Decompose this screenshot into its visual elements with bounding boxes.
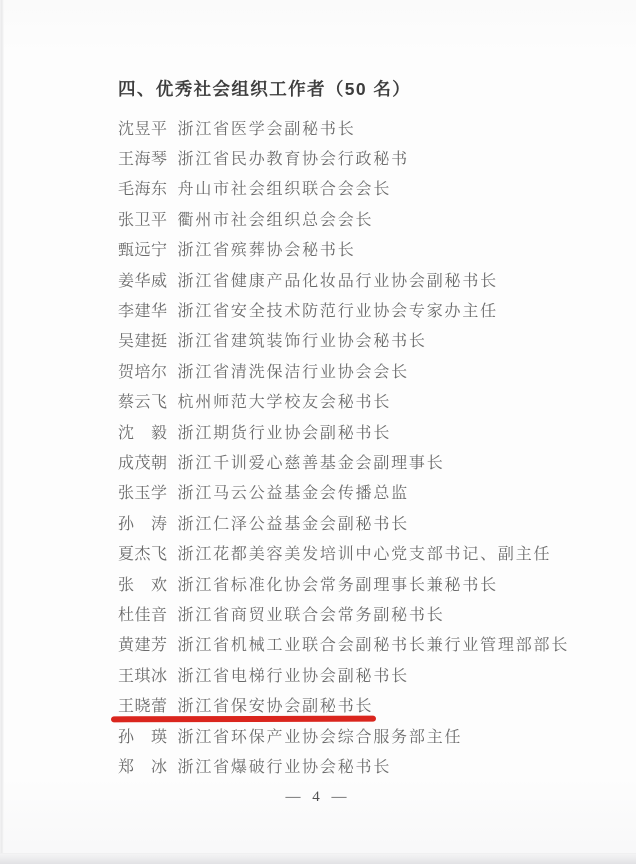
awardee-title: 衢州市社会组织总会会长 [177,211,374,229]
awardee-title: 舟山市社会组织联合会会长 [177,181,392,199]
list-item [118,234,628,264]
awardee-name: 张卫平 [118,211,168,229]
awardee-title: 浙江省殡葬协会秘书长 [177,242,356,260]
list-item [118,537,628,567]
list-item [118,173,628,203]
awardee-title: 浙江花都美容美发培训中心党支部书记、副主任 [177,546,552,564]
list-item [118,568,628,598]
list-item [118,112,628,142]
page-number: — 4 — [285,789,351,805]
list-item [118,294,628,324]
awardee-title: 浙江省机械工业联合会副秘书长兼行业管理部部长 [177,637,570,655]
awardee-title: 浙江省健康产品化妆品行业协会副秘书长 [177,272,498,290]
awardee-title: 浙江省建筑装饰行业协会秘书长 [177,333,427,351]
awardee-name: 王琪冰 [118,667,168,685]
awardee-name: 孙 涛 [118,515,168,533]
list-item [118,203,628,233]
page-bottom-edge [0,853,636,864]
awardee-title: 浙江省标准化协会常务副理事长兼秘书长 [177,576,498,594]
list-item [118,750,628,780]
awardee-name: 李建华 [118,303,168,321]
page-content [118,77,628,781]
awardee-name: 毛海东 [118,181,168,199]
list-item [118,629,628,659]
awardee-name: 成茂朝 [118,454,168,472]
list-item [118,416,628,446]
awardee-name: 郑 冰 [118,758,168,776]
list-item [118,477,628,507]
awardee-title: 浙江省民办教育协会行政秘书 [177,151,409,169]
list-item [118,659,628,689]
list-item-highlighted [118,689,628,719]
awardee-name: 杜佳音 [118,606,168,624]
awardee-name: 王海琴 [118,151,168,169]
awardee-title: 浙江省商贸业联合会常务副秘书长 [177,606,445,624]
awardee-list [118,112,628,781]
awardee-title: 浙江省安全技术防范行业协会专家办主任 [177,303,498,321]
list-item [118,264,628,294]
list-item [118,325,628,355]
awardee-name: 夏杰飞 [118,546,168,564]
awardee-title: 浙江省环保产业协会综合服务部主任 [177,728,463,746]
awardee-name: 沈昱平 [118,120,168,138]
awardee-name: 蔡云飞 [118,394,168,412]
awardee-name: 姜华威 [118,272,168,290]
awardee-name: 贺培尔 [118,363,168,381]
list-item [118,598,628,628]
awardee-name: 王晓蕾 [118,698,168,716]
awardee-name: 吴建挺 [118,333,168,351]
list-item [118,446,628,476]
awardee-title: 浙江省爆破行业协会秘书长 [177,758,392,776]
awardee-name: 孙 瑛 [118,728,168,746]
awardee-title: 浙江千训爱心慈善基金会副理事长 [177,454,445,472]
awardee-title: 浙江马云公益基金会传播总监 [177,485,409,503]
red-underline-mark [111,716,376,723]
awardee-name: 黄建芳 [118,637,168,655]
list-item [118,507,628,537]
awardee-title: 杭州师范大学校友会秘书长 [177,394,392,412]
awardee-name: 张 欢 [118,576,168,594]
awardee-title: 浙江省清洗保洁行业协会会长 [177,363,409,381]
list-item [118,386,628,416]
awardee-title: 浙江省保安协会副秘书长 [177,698,374,716]
awardee-title: 浙江期货行业协会副秘书长 [177,424,392,442]
page-left-edge [0,0,4,864]
awardee-name: 沈 毅 [118,424,168,442]
awardee-title: 浙江省电梯行业协会副秘书长 [177,667,409,685]
list-item [118,355,628,385]
awardee-title: 浙江仁泽公益基金会副秘书长 [177,515,409,533]
awardee-name: 张玉学 [118,485,168,503]
awardee-name: 甄远宁 [118,242,168,260]
awardee-title: 浙江省医学会副秘书长 [177,120,356,138]
section-heading: 四、优秀社会组织工作者（50 名） [118,79,412,99]
list-item [118,142,628,172]
list-item [118,720,628,750]
